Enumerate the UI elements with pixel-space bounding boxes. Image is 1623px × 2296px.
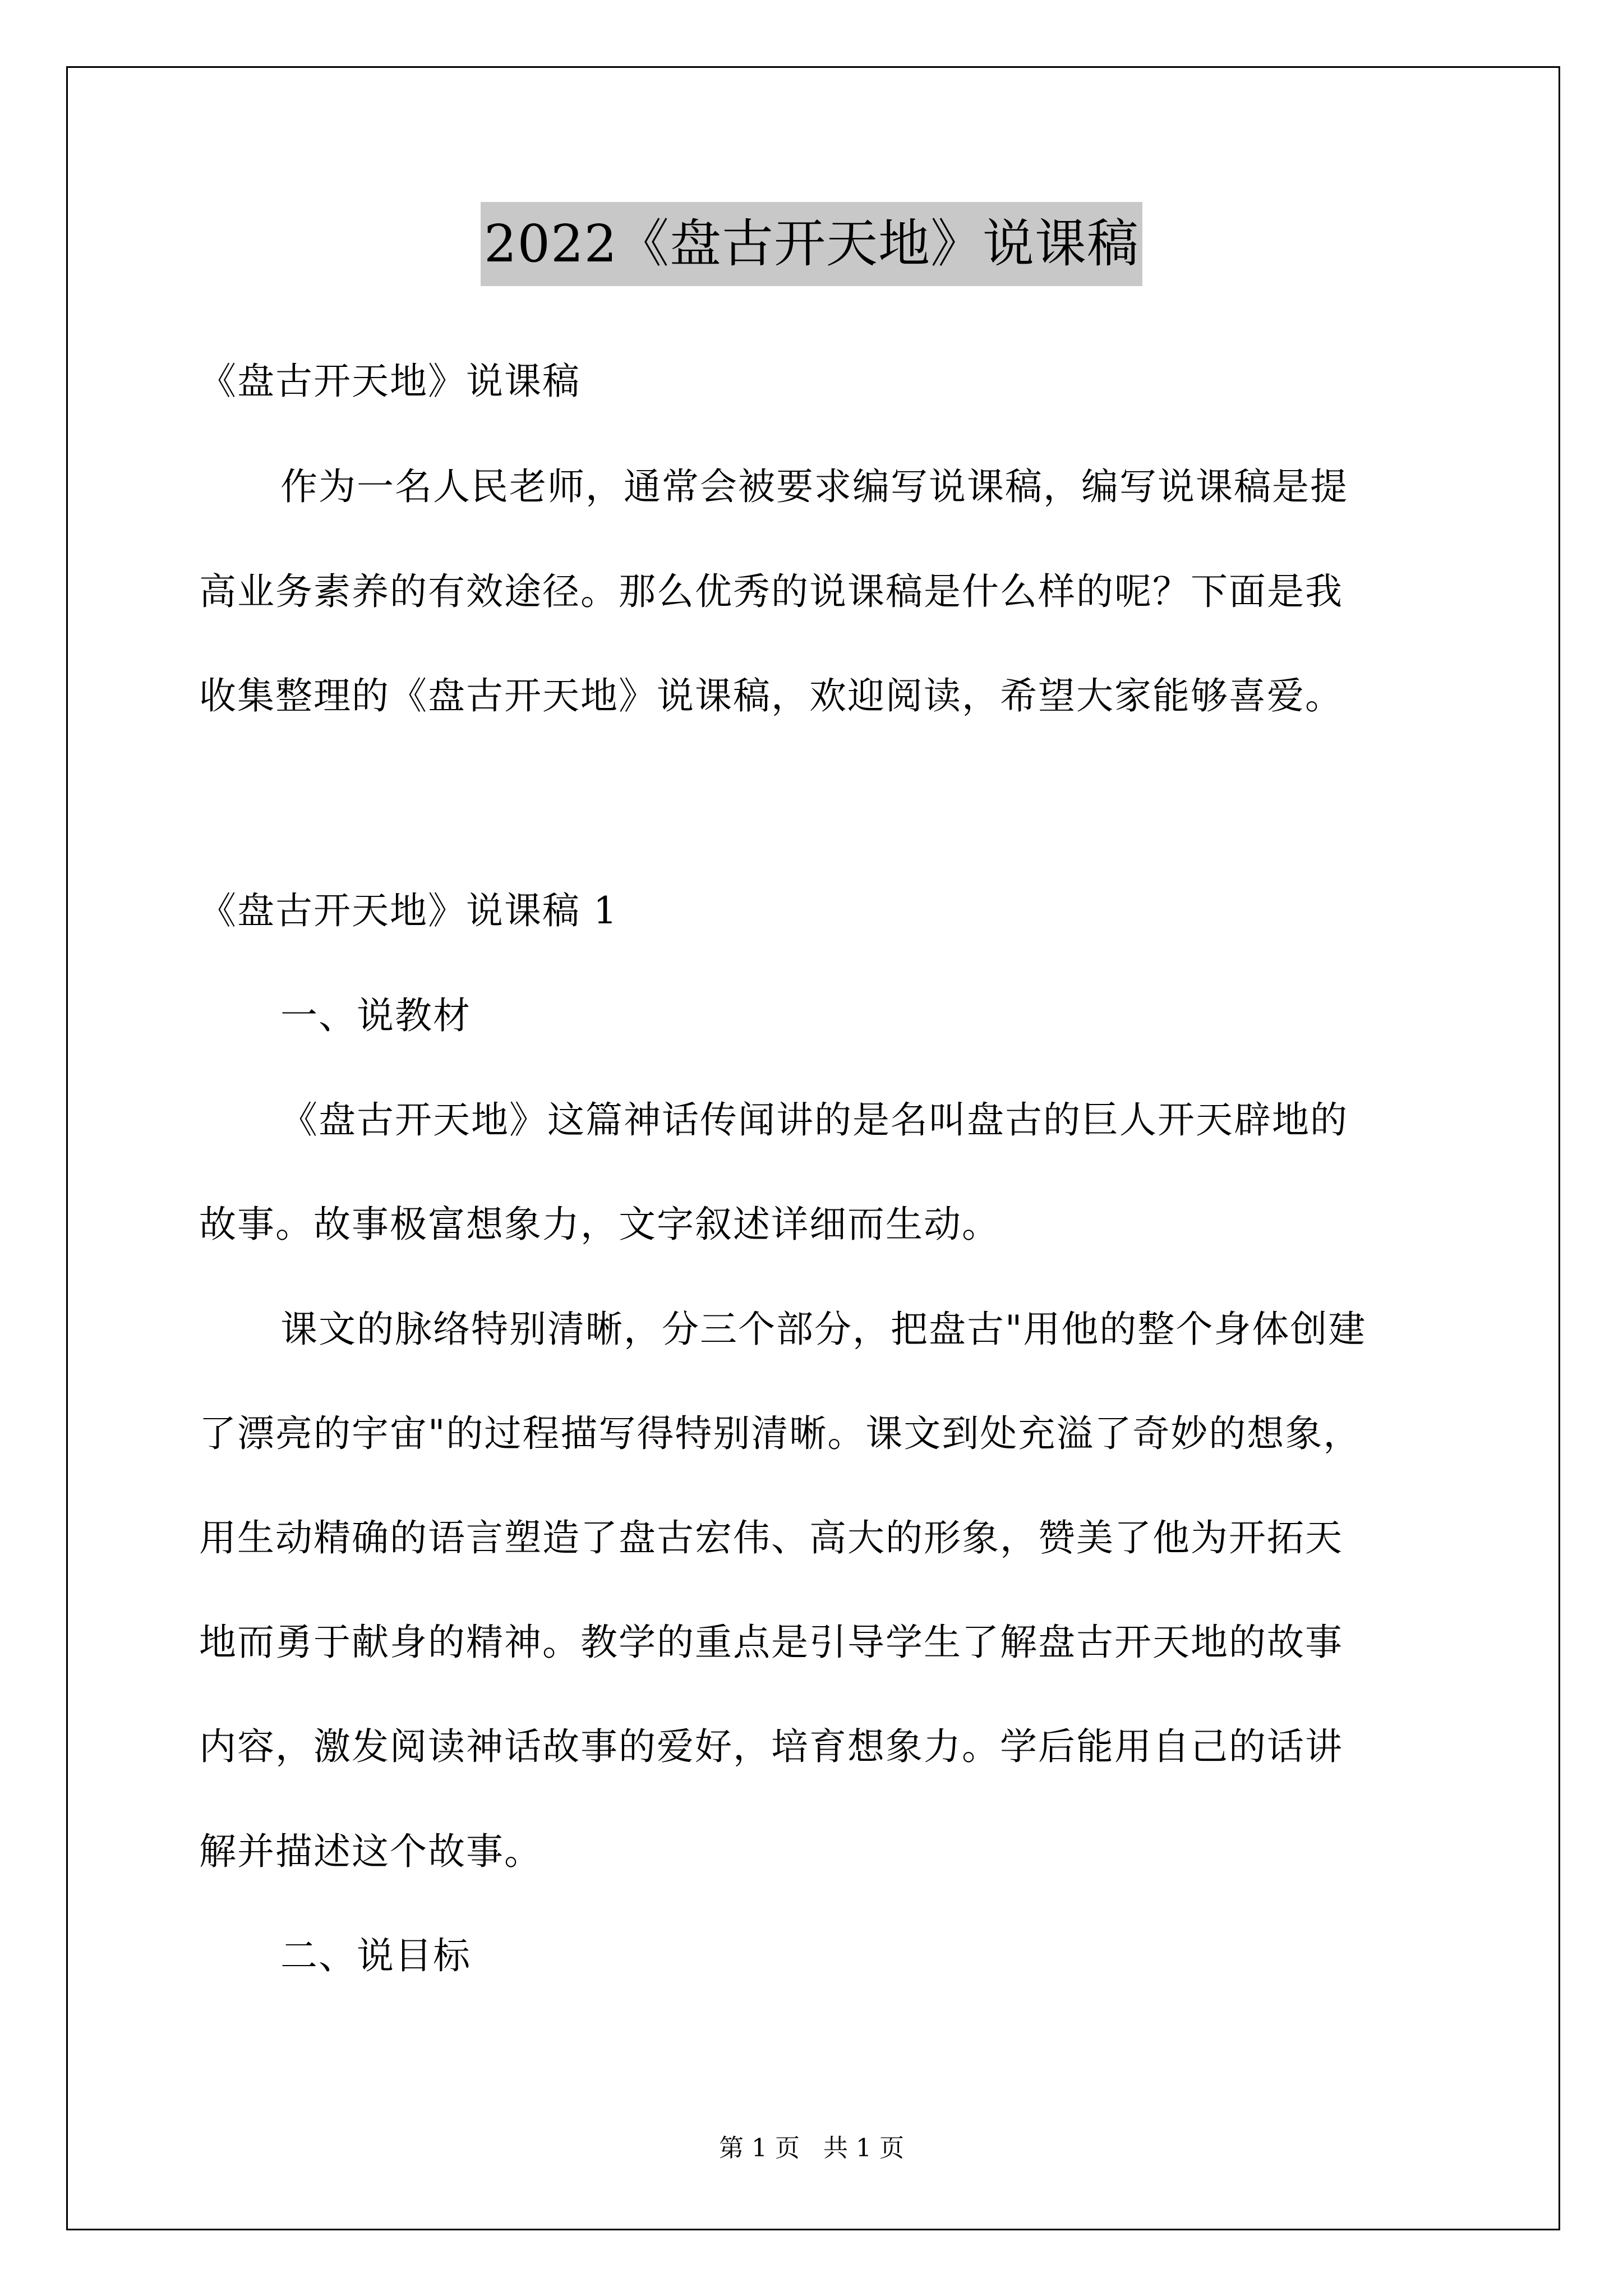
- paragraph-2-line-6: 解并描述这个故事。: [199, 1830, 542, 1873]
- paragraph-2-line-5: 内容，激发阅读神话故事的爱好，培育想象力。学后能用自己的话讲: [199, 1725, 1343, 1768]
- section-heading: 《盘古开天地》说课稿 1: [199, 889, 618, 932]
- title-container: [0, 202, 1623, 286]
- intro-line-1: 作为一名人民老师，通常会被要求编写说课稿，编写说课稿是提: [280, 465, 1348, 508]
- page-number: 第 1 页: [719, 2134, 800, 2162]
- paragraph-1-line-1: 《盘古开天地》这篇神话传闻讲的是名叫盘古的巨人开天辟地的: [280, 1098, 1348, 1142]
- paragraph-2-line-4: 地而勇于献身的精神。教学的重点是引导学生了解盘古开天地的故事: [199, 1621, 1343, 1664]
- document-subtitle: 《盘古开天地》说课稿: [199, 360, 580, 403]
- paragraph-2-line-2: 了漂亮的宇宙"的过程描写得特别清晰。课文到处充溢了奇妙的想象，: [199, 1412, 1362, 1455]
- page-total: 共 1 页: [823, 2134, 904, 2162]
- paragraph-2-line-1: 课文的脉络特别清晰，分三个部分，把盘古"用他的整个身体创建: [280, 1308, 1367, 1351]
- page-footer: [0, 2132, 1623, 2165]
- document-title: 2022《盘古开天地》说课稿: [481, 202, 1142, 286]
- paragraph-1-line-2: 故事。故事极富想象力，文字叙述详细而生动。: [199, 1203, 1000, 1246]
- paragraph-2-line-3: 用生动精确的语言塑造了盘古宏伟、高大的形象，赞美了他为开拓天: [199, 1516, 1343, 1559]
- part-heading-1: 一、说教材: [280, 994, 471, 1037]
- part-heading-2: 二、说目标: [280, 1934, 471, 1977]
- intro-line-3: 收集整理的《盘古开天地》说课稿，欢迎阅读，希望大家能够喜爱。: [199, 674, 1343, 717]
- intro-line-2: 高业务素养的有效途径。那么优秀的说课稿是什么样的呢？下面是我: [199, 570, 1343, 613]
